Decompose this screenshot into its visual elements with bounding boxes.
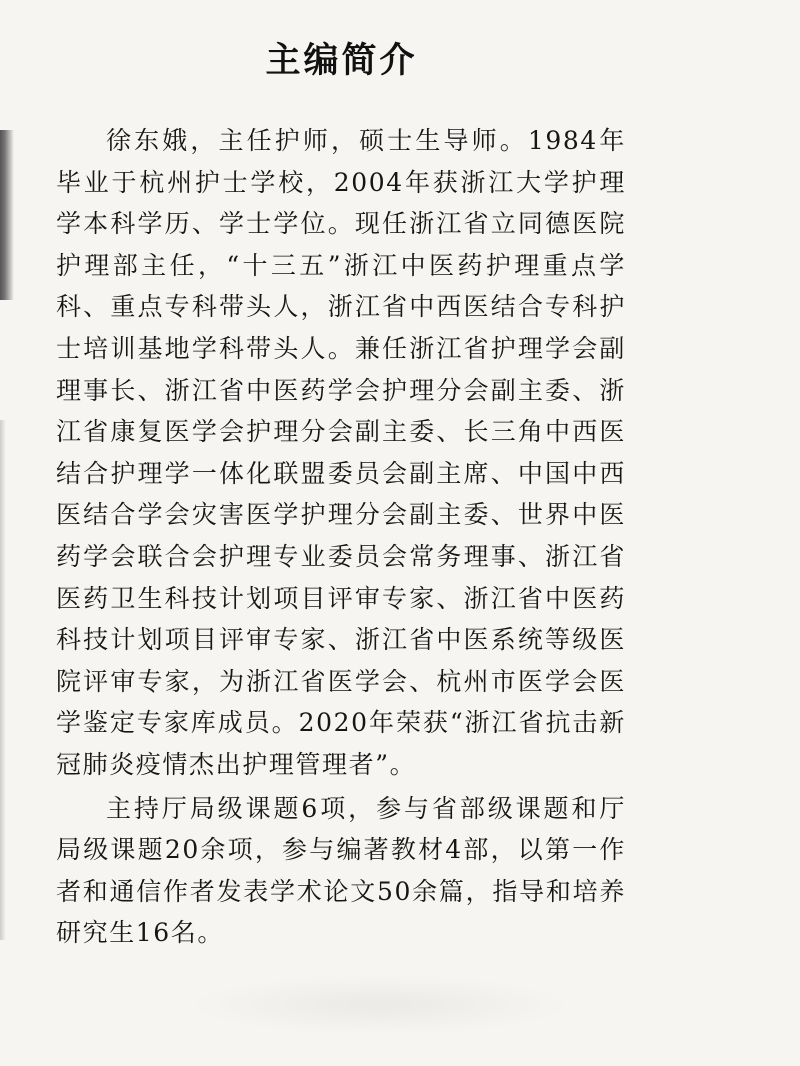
- page-title: 主编简介: [265, 41, 418, 82]
- bio-paragraph-2: 主持厅局级课题6项，参与省部级课题和厅局级课题20余项，参与编著教材4部，以第一作者和通信作者发表学术论文50余篇，指导和培养研究生16名。: [56, 793, 626, 948]
- editor-bio: [56, 120, 626, 954]
- bio-paragraph-1: 徐东娥，主任护师，硕士生导师。1984年毕业于杭州护士学校，2004年获浙江大学护理学本科学历、学士学位。现任浙江省立同德医院护理部主任，“十三五”浙江中医药护理重点学科、重点专科带头人，浙江省中西医结合专科护士培训基地学科带头人。兼任浙江省护理学会副理事长、浙江省中医药学会护理分会副主委、浙江省康复医学会护理分会副主委、长三角中西医结合护理学一体化联盟委员会副主席、中国中西医结合学会灾害医学护理分会副主委、世界中医药学会联合会护理专业委员会常务理事、浙江省医药卫生科技计划项目评审专家、浙江省中医药科技计划项目评审专家、浙江省中医系统等级医院评审专家，为浙江省医学会、杭州市医学会医学鉴定专家库成员。2020年荣获“浙江省抗击新冠肺炎疫情杰出护理管理者”。: [56, 126, 626, 779]
- reverse-side-bleed: [190, 975, 570, 1035]
- page-edge-shadow: [0, 130, 14, 300]
- page-edge-shadow-lower: [0, 420, 6, 940]
